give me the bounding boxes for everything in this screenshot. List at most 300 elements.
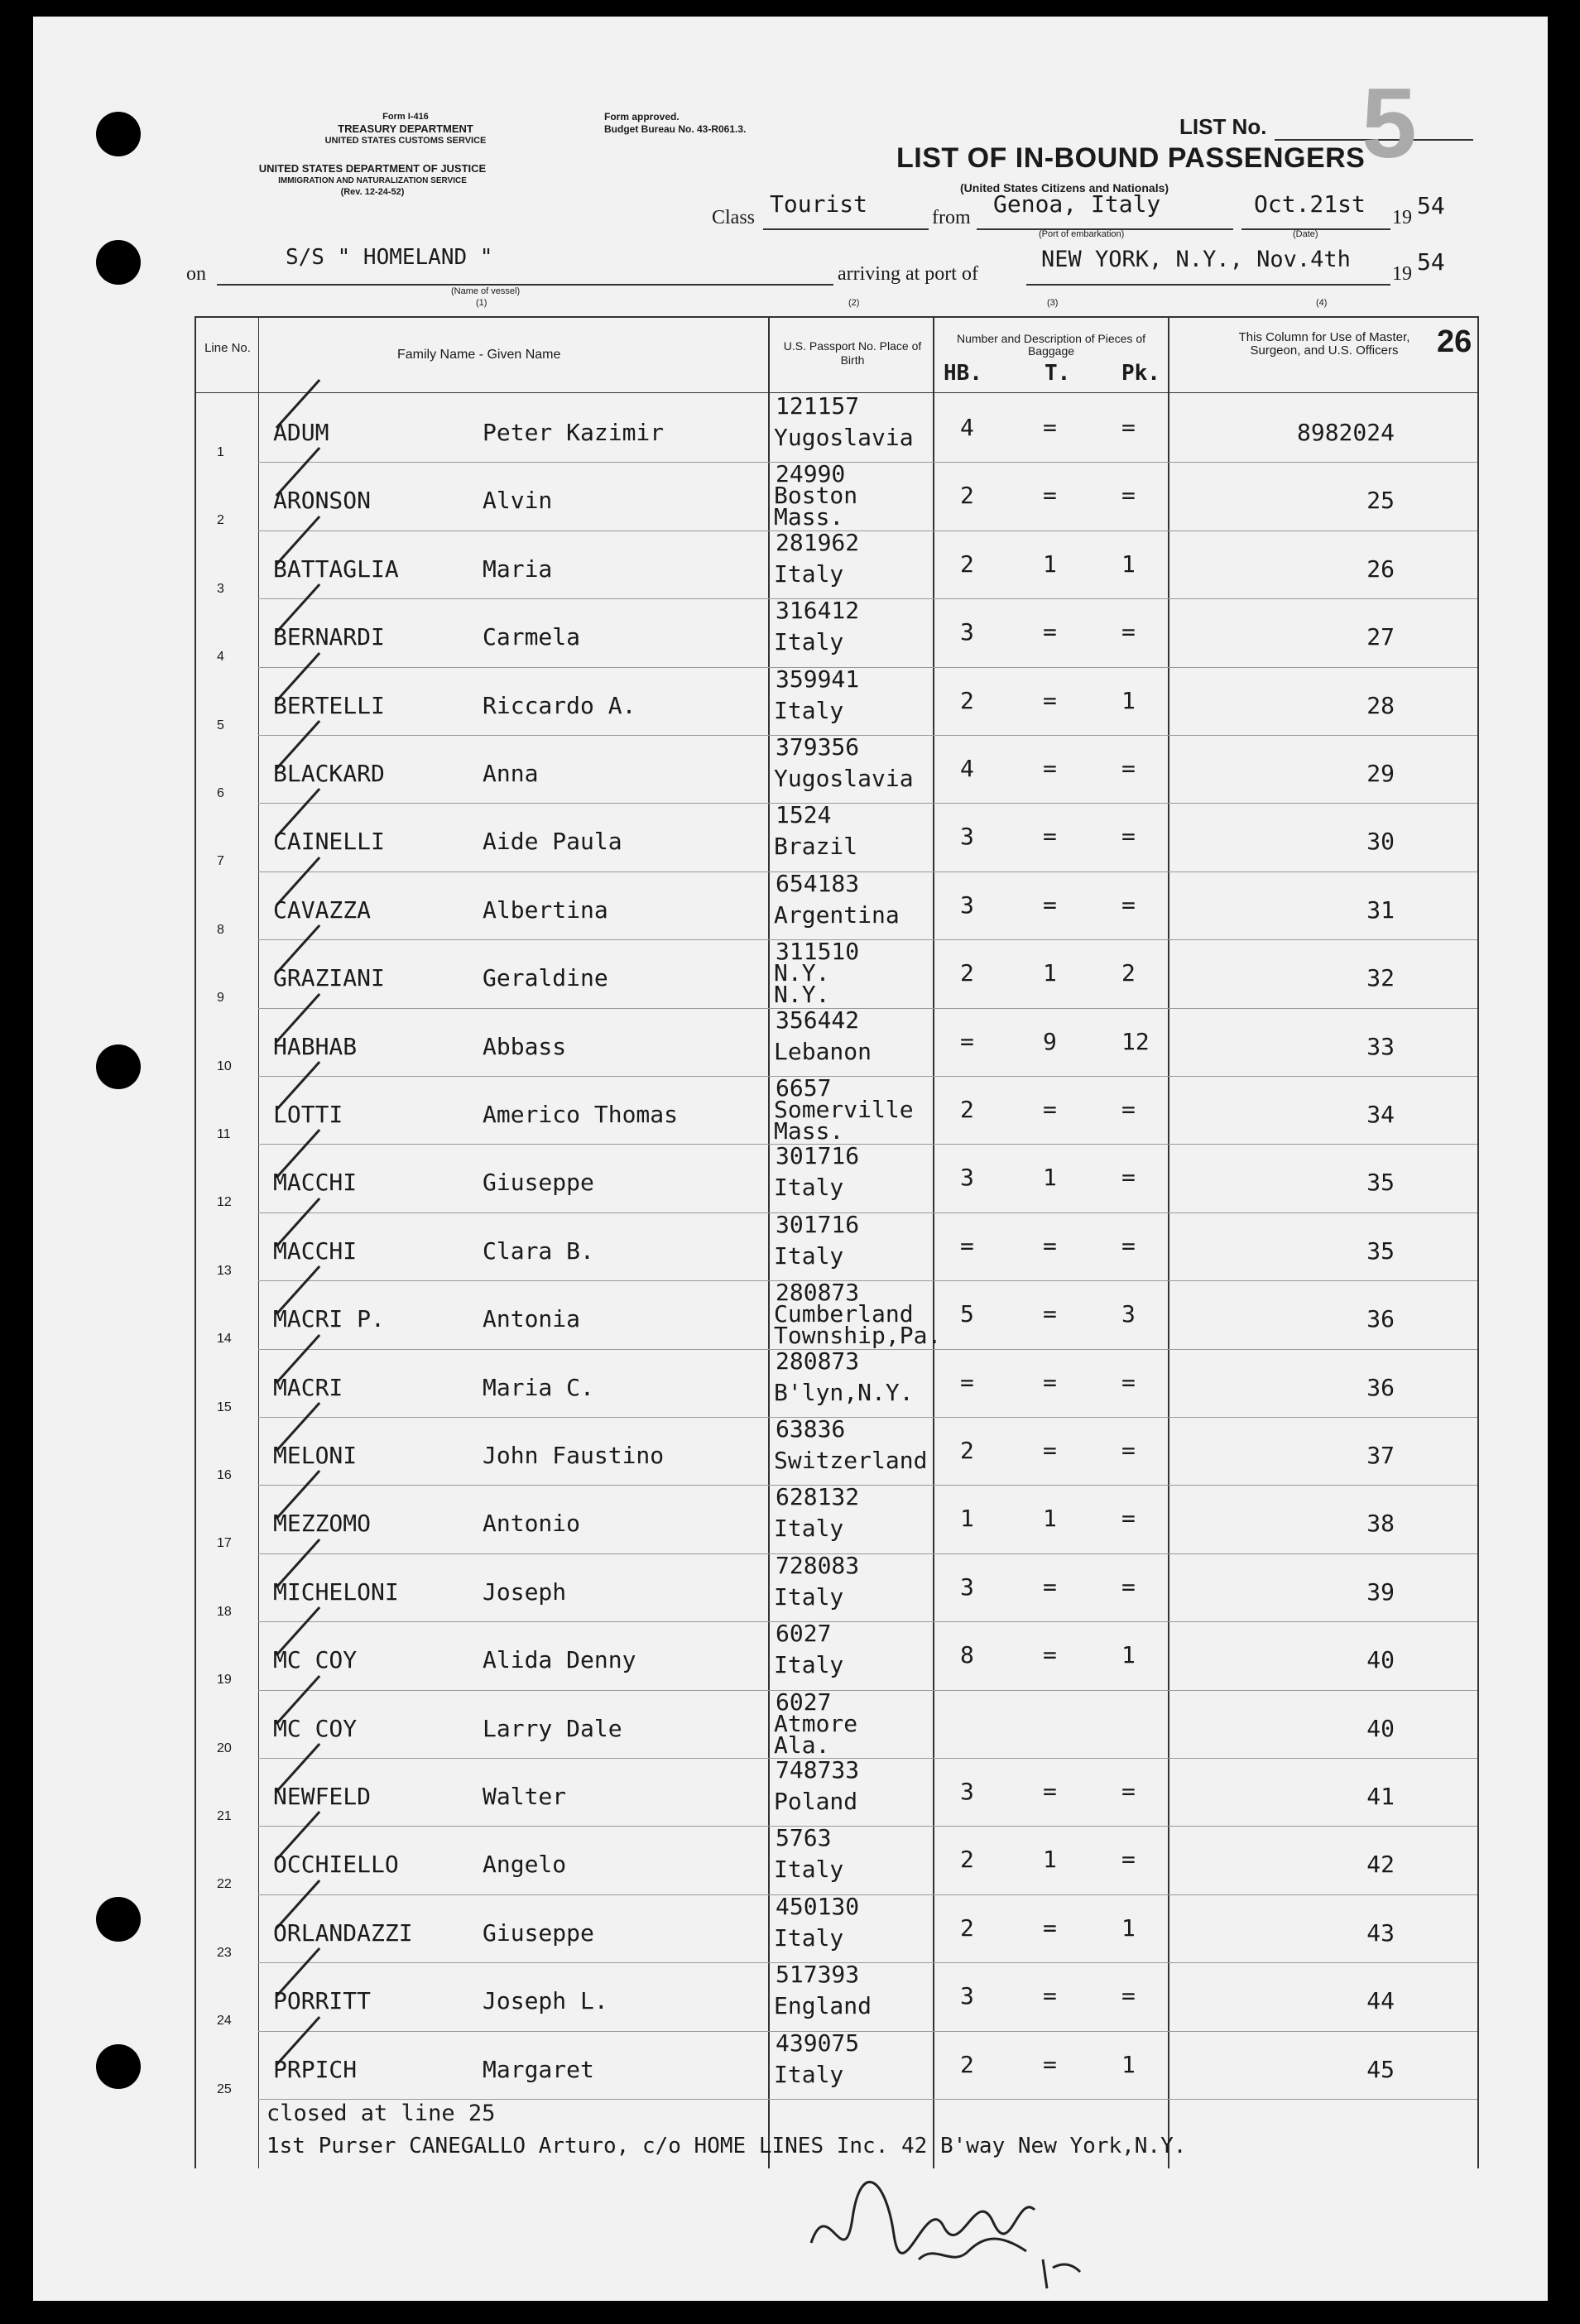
baggage-pk: =: [1121, 1982, 1136, 2010]
line-number: 10: [217, 1059, 232, 1073]
row-separator: [258, 462, 1477, 463]
family-name: BERTELLI: [273, 691, 385, 719]
given-name: Carmela: [483, 623, 581, 651]
line-number: 3: [217, 581, 224, 596]
baggage-pk: =: [1121, 1368, 1136, 1396]
passport-number: 628132: [776, 1483, 860, 1511]
col-divider-officers: [1168, 316, 1169, 2168]
baggage-hb: =: [960, 1027, 974, 1055]
given-name: Clara B.: [483, 1236, 594, 1265]
passport-number: 63836: [776, 1415, 846, 1443]
punch-hole: [96, 1044, 141, 1089]
given-name: Walter: [483, 1783, 567, 1810]
col-divider-line: [258, 316, 259, 2168]
baggage-t: 9: [1043, 1027, 1057, 1055]
baggage-t: =: [1043, 1300, 1057, 1328]
baggage-t: =: [1043, 1368, 1057, 1396]
baggage-hb: 4: [960, 414, 974, 441]
line-number: 2: [217, 513, 224, 528]
baggage-pk: =: [1121, 823, 1136, 851]
baggage-t: 1: [1043, 1505, 1057, 1533]
family-name: MACCHI: [273, 1236, 358, 1265]
baggage-t: =: [1043, 891, 1057, 919]
baggage-pk: 12: [1121, 1027, 1150, 1055]
date-year-prefix: 19: [1392, 207, 1412, 228]
baggage-t: =: [1043, 414, 1057, 441]
family-name: MC COY: [273, 1714, 358, 1742]
birth-place: Yugoslavia: [774, 765, 914, 792]
line-number: 25: [217, 2082, 232, 2096]
baggage-hb: 2: [960, 482, 974, 510]
passport-number: 281962: [776, 528, 860, 556]
port-caption: (Port of embarkation): [1039, 229, 1125, 239]
officer-number: 40: [1366, 1714, 1395, 1742]
page-subtitle: (United States Citizens and Nationals): [960, 181, 1169, 194]
birth-place: Italy: [774, 628, 844, 656]
line-number: 13: [217, 1263, 232, 1278]
officer-number: 36: [1366, 1373, 1395, 1401]
given-name: Abbass: [483, 1032, 567, 1060]
family-name: LOTTI: [273, 1101, 343, 1128]
baggage-pk: =: [1121, 1778, 1136, 1805]
line-number: 14: [217, 1332, 232, 1347]
given-name: Alida Denny: [483, 1646, 636, 1674]
given-name: Margaret: [483, 2055, 594, 2083]
baggage-pk: =: [1121, 414, 1136, 441]
given-name: Maria: [483, 555, 553, 583]
treasury-label: TREASURY DEPARTMENT: [338, 122, 473, 135]
row-separator: [258, 1417, 1477, 1418]
family-name: PORRITT: [273, 1987, 372, 2015]
passport-number: 356442: [776, 1006, 860, 1034]
vessel-caption: (Name of vessel): [451, 286, 521, 296]
baggage-hb: 2: [960, 1846, 974, 1874]
officer-number: 35: [1366, 1169, 1395, 1197]
baggage-pk: =: [1121, 1846, 1136, 1874]
line-number: 11: [217, 1127, 231, 1141]
family-name: ADUM: [273, 419, 329, 446]
caption-1: (1): [476, 298, 487, 308]
birth-place: Italy: [774, 1515, 844, 1543]
baggage-t: =: [1043, 1982, 1057, 2010]
baggage-t: =: [1043, 1641, 1057, 1669]
birth-place: Somerville: [774, 1096, 914, 1123]
class-label: Class: [712, 207, 756, 228]
row-separator: [258, 1758, 1477, 1759]
from-label: from: [932, 207, 971, 228]
list-no-label: LIST No.: [1179, 114, 1267, 139]
customs-label: UNITED STATES CUSTOMS SERVICE: [324, 136, 487, 146]
row-separator: [258, 1962, 1477, 1963]
officer-number: 35: [1366, 1236, 1395, 1265]
passport-number: 6027: [776, 1620, 832, 1648]
col-header-baggage: Number and Description of Pieces of Baggage: [957, 332, 1145, 358]
arrival-underline: [1026, 284, 1390, 286]
line-number: 1: [217, 445, 224, 459]
given-name: Riccardo A.: [483, 691, 636, 719]
birth-place: Cumberland: [774, 1300, 914, 1328]
form-number: Form I-416: [382, 112, 429, 122]
family-name: MICHELONI: [273, 1577, 399, 1606]
baggage-hb: 2: [960, 959, 974, 987]
baggage-t: =: [1043, 482, 1057, 510]
page-title: LIST OF IN-BOUND PASSENGERS: [896, 142, 1366, 174]
baggage-hb: 1: [960, 1505, 974, 1533]
given-name: Alvin: [483, 487, 553, 515]
baggage-hb: 3: [960, 618, 974, 646]
birth-place: Boston: [774, 482, 858, 510]
given-name: Antonio: [483, 1510, 581, 1538]
officer-number: 44: [1366, 1987, 1395, 2015]
passport-number: 439075: [776, 2029, 860, 2057]
given-name: Larry Dale: [483, 1714, 622, 1742]
baggage-pk: 1: [1121, 1641, 1136, 1669]
row-separator: [258, 2031, 1477, 2032]
baggage-t: =: [1043, 1096, 1057, 1123]
birth-place: Argentina: [774, 900, 900, 929]
line-number: 12: [217, 1195, 232, 1210]
vessel-underline: [217, 284, 833, 286]
given-name: Albertina: [483, 896, 608, 924]
family-name: BATTAGLIA: [273, 555, 399, 583]
line-number: 6: [217, 786, 224, 800]
baggage-pk: =: [1121, 891, 1136, 919]
date-caption: (Date): [1293, 229, 1318, 239]
baggage-t: =: [1043, 2050, 1057, 2078]
baggage-pk: =: [1121, 1505, 1136, 1533]
officer-number: 41: [1366, 1783, 1395, 1810]
baggage-hb: =: [960, 1232, 974, 1260]
baggage-hb: 3: [960, 891, 974, 919]
passport-number: 450130: [776, 1892, 860, 1920]
family-name: PRPICH: [273, 2055, 358, 2083]
birth-place: Italy: [774, 1651, 844, 1679]
closed-note: closed at line 25: [267, 2101, 496, 2126]
officer-number: 39: [1366, 1577, 1395, 1606]
given-name: Americo Thomas: [483, 1101, 679, 1128]
baggage-t: 1: [1043, 1164, 1057, 1192]
line-number: 19: [217, 1673, 232, 1688]
family-name: OCCHIELLO: [273, 1851, 399, 1879]
baggage-t: =: [1043, 1232, 1057, 1260]
row-separator: [258, 1144, 1477, 1145]
line-number: 15: [217, 1400, 232, 1414]
class-value: Tourist: [770, 190, 868, 218]
family-name: ARONSON: [273, 487, 372, 515]
officer-number: 8982024: [1296, 419, 1395, 446]
family-name: MACRI P.: [273, 1305, 385, 1333]
arrival-year-prefix: 19: [1392, 263, 1412, 285]
baggage-pk: =: [1121, 755, 1136, 782]
baggage-t: =: [1043, 755, 1057, 782]
row-separator: [258, 1076, 1477, 1077]
baggage-t: 1: [1043, 959, 1057, 987]
col-header-officers: This Column for Use of Master, Surgeon, and U.S. Officers: [1238, 330, 1410, 358]
row-separator: [258, 1212, 1477, 1213]
row-separator: [258, 598, 1477, 599]
birth-place: Poland: [774, 1788, 858, 1815]
row-separator: [258, 667, 1477, 668]
baggage-hb: 4: [960, 755, 974, 782]
line-number: 7: [217, 854, 224, 869]
given-name: Joseph L.: [483, 1987, 608, 2015]
birth-place: Switzerland: [774, 1447, 928, 1474]
baggage-hb: 3: [960, 1573, 974, 1601]
passport-number: 359941: [776, 665, 860, 693]
given-name: Giuseppe: [483, 1169, 594, 1197]
caption-2: (2): [848, 298, 860, 308]
baggage-pk: 1: [1121, 1913, 1136, 1942]
baggage-pk: =: [1121, 1573, 1136, 1601]
list-number: 5: [1361, 68, 1417, 179]
birth-place-line2: Mass.: [774, 1117, 844, 1145]
passport-number: 301716: [776, 1210, 860, 1238]
line-number: 17: [217, 1536, 232, 1551]
passport-number: 316412: [776, 597, 860, 625]
bag-pk-header: Pk.: [1121, 361, 1160, 386]
line-number: 4: [217, 650, 224, 665]
baggage-pk: =: [1121, 1164, 1136, 1192]
baggage-hb: 2: [960, 1913, 974, 1942]
table-right-border: [1477, 316, 1479, 2168]
birth-place: Italy: [774, 696, 844, 724]
baggage-t: 1: [1043, 550, 1057, 578]
baggage-t: =: [1043, 618, 1057, 646]
punch-hole: [96, 1897, 141, 1942]
officer-number: 29: [1366, 760, 1395, 787]
line-number: 9: [217, 991, 224, 1006]
row-separator: [258, 1008, 1477, 1009]
birth-place: Italy: [774, 1241, 844, 1270]
line-number: 22: [217, 1877, 232, 1892]
baggage-hb: 2: [960, 1096, 974, 1123]
page-number: 26: [1437, 324, 1472, 359]
baggage-hb: 3: [960, 1778, 974, 1805]
arrival-value: NEW YORK, N.Y., Nov.4th: [1041, 247, 1351, 272]
officer-number: 25: [1366, 487, 1395, 515]
line-number: 20: [217, 1741, 232, 1755]
col-divider-baggage: [933, 316, 934, 2168]
family-name: NEWFELD: [273, 1783, 372, 1810]
family-name: ORLANDAZZI: [273, 1918, 413, 1947]
family-name: HABHAB: [273, 1032, 358, 1060]
rev-label: (Rev. 12-24-52): [340, 187, 405, 197]
officer-number: 37: [1366, 1442, 1395, 1469]
baggage-hb: 3: [960, 823, 974, 851]
col-divider-passport: [768, 316, 770, 2168]
punch-hole: [96, 2044, 141, 2089]
row-separator: [258, 803, 1477, 804]
birth-place-line2: N.Y.: [774, 981, 830, 1009]
table-left-border: [194, 316, 196, 2168]
row-separator: [258, 1485, 1477, 1486]
line-number: 5: [217, 718, 224, 732]
date-year: 54: [1417, 192, 1445, 219]
caption-3: (3): [1047, 298, 1059, 308]
birth-place: B'lyn,N.Y.: [774, 1378, 914, 1406]
baggage-t: =: [1043, 823, 1057, 851]
baggage-pk: 1: [1121, 686, 1136, 714]
birth-place: Yugoslavia: [774, 424, 914, 451]
caption-4: (4): [1316, 298, 1328, 308]
class-underline: [763, 228, 929, 230]
row-separator: [258, 735, 1477, 736]
arriving-label: arriving at port of: [838, 263, 978, 285]
row-separator: [258, 1280, 1477, 1281]
birth-place: Lebanon: [774, 1037, 872, 1065]
line-number: 24: [217, 2014, 232, 2029]
officer-number: 27: [1366, 623, 1395, 651]
row-separator: [258, 2099, 1477, 2100]
baggage-hb: =: [960, 1368, 974, 1396]
row-separator: [258, 1621, 1477, 1622]
officer-number: 26: [1366, 555, 1395, 583]
officer-number: 45: [1366, 2055, 1395, 2083]
baggage-pk: 3: [1121, 1300, 1136, 1328]
baggage-t: 1: [1043, 1846, 1057, 1874]
given-name: John Faustino: [483, 1442, 665, 1469]
given-name: Peter Kazimir: [483, 419, 665, 446]
from-value: Genoa, Italy: [993, 190, 1161, 218]
birth-place: Brazil: [774, 833, 858, 861]
birth-place-line2: Ala.: [774, 1731, 830, 1759]
baggage-t: =: [1043, 1437, 1057, 1464]
family-name: MACCHI: [273, 1169, 358, 1197]
passport-number: 6027: [776, 1688, 832, 1716]
line-number: 18: [217, 1604, 232, 1619]
passport-number: 280873: [776, 1279, 860, 1307]
col-header-line: Line No.: [204, 341, 251, 355]
baggage-pk: 1: [1121, 550, 1136, 578]
baggage-hb: 2: [960, 1437, 974, 1464]
passport-number: 311510: [776, 938, 860, 966]
given-name: Maria C.: [483, 1373, 594, 1401]
passport-number: 1524: [776, 801, 832, 829]
birth-place-line2: Mass.: [774, 503, 844, 531]
baggage-hb: 2: [960, 550, 974, 578]
arrival-year: 54: [1417, 248, 1445, 276]
baggage-pk: =: [1121, 1096, 1136, 1123]
baggage-pk: 1: [1121, 2050, 1136, 2078]
baggage-pk: 2: [1121, 959, 1136, 987]
given-name: Anna: [483, 760, 539, 787]
row-separator: [258, 1690, 1477, 1691]
vessel-value: S/S " HOMELAND ": [286, 245, 493, 270]
col-header-passport: U.S. Passport No. Place of Birth: [783, 339, 922, 367]
row-separator: [258, 1826, 1477, 1827]
family-name: BERNARDI: [273, 623, 385, 651]
family-name: GRAZIANI: [273, 964, 385, 992]
officer-number: 42: [1366, 1851, 1395, 1879]
family-name: MELONI: [273, 1442, 358, 1469]
baggage-pk: =: [1121, 618, 1136, 646]
birth-place: Italy: [774, 2060, 844, 2088]
officer-number: 40: [1366, 1646, 1395, 1674]
officer-number: 30: [1366, 828, 1395, 856]
line-number: 23: [217, 1945, 232, 1960]
passport-number: 6657: [776, 1074, 832, 1102]
baggage-hb: 3: [960, 1164, 974, 1192]
signature-scribble: [795, 2144, 1159, 2293]
budget-bureau: Budget Bureau No. 43-R061.3.: [604, 123, 747, 135]
baggage-hb: 2: [960, 2050, 974, 2078]
punch-hole: [96, 240, 141, 285]
birth-place-line2: Township,Pa.: [774, 1322, 942, 1350]
baggage-t: =: [1043, 1573, 1057, 1601]
birth-place: Italy: [774, 1856, 844, 1884]
form-approved: Form approved.: [604, 111, 680, 122]
line-number: 8: [217, 922, 224, 937]
passport-number: 301716: [776, 1142, 860, 1170]
passport-number: 24990: [776, 460, 846, 488]
officer-number: 36: [1366, 1305, 1395, 1333]
row-separator: [258, 1894, 1477, 1895]
birth-place: Italy: [774, 1923, 844, 1952]
family-name: MEZZOMO: [273, 1510, 372, 1538]
col-header-name: Family Name - Given Name: [397, 348, 561, 362]
punch-hole: [96, 112, 141, 156]
birth-place: Italy: [774, 559, 844, 588]
baggage-pk: =: [1121, 482, 1136, 510]
officer-number: 31: [1366, 896, 1395, 924]
line-number: 21: [217, 1809, 232, 1823]
passport-number: 379356: [776, 733, 860, 761]
officer-number: 43: [1366, 1918, 1395, 1947]
given-name: Giuseppe: [483, 1918, 594, 1947]
officer-number: 34: [1366, 1101, 1395, 1128]
birth-place: Italy: [774, 1582, 844, 1611]
birth-place: Italy: [774, 1174, 844, 1202]
baggage-hb: 5: [960, 1300, 974, 1328]
officer-number: 38: [1366, 1510, 1395, 1538]
passport-number: 5763: [776, 1824, 832, 1852]
ins-label: IMMIGRATION AND NATURALIZATION SERVICE: [278, 176, 467, 185]
given-name: Angelo: [483, 1851, 567, 1879]
baggage-t: =: [1043, 686, 1057, 714]
birth-place: Atmore: [774, 1709, 858, 1737]
baggage-t: =: [1043, 1913, 1057, 1942]
baggage-hb: 3: [960, 1982, 974, 2010]
given-name: Geraldine: [483, 964, 608, 992]
passport-number: 728083: [776, 1551, 860, 1579]
row-separator: [258, 939, 1477, 940]
officer-number: 33: [1366, 1032, 1395, 1060]
baggage-pk: =: [1121, 1437, 1136, 1464]
line-number: 16: [217, 1468, 232, 1482]
table-top-border: [194, 316, 1477, 318]
family-name: BLACKARD: [273, 760, 385, 787]
officer-number: 32: [1366, 964, 1395, 992]
passport-number: 748733: [776, 1756, 860, 1784]
baggage-hb: 2: [960, 686, 974, 714]
on-label: on: [186, 263, 206, 285]
row-separator: [258, 1553, 1477, 1554]
baggage-hb: 8: [960, 1641, 974, 1669]
passport-number: 654183: [776, 869, 860, 897]
passport-number: 517393: [776, 1961, 860, 1989]
birth-place: England: [774, 1992, 872, 2020]
date-value: Oct.21st: [1254, 190, 1366, 218]
family-name: MACRI: [273, 1373, 343, 1401]
passport-number: 280873: [776, 1347, 860, 1375]
birth-place: N.Y.: [774, 959, 830, 987]
purser-note: 1st Purser CANEGALLO Arturo, c/o HOME LINES Inc. 42 B'way New York,N.Y.: [267, 2134, 1187, 2158]
officer-number: 28: [1366, 691, 1395, 719]
baggage-t: =: [1043, 1778, 1057, 1805]
given-name: Joseph: [483, 1577, 567, 1606]
baggage-pk: =: [1121, 1232, 1136, 1260]
given-name: Antonia: [483, 1305, 581, 1333]
